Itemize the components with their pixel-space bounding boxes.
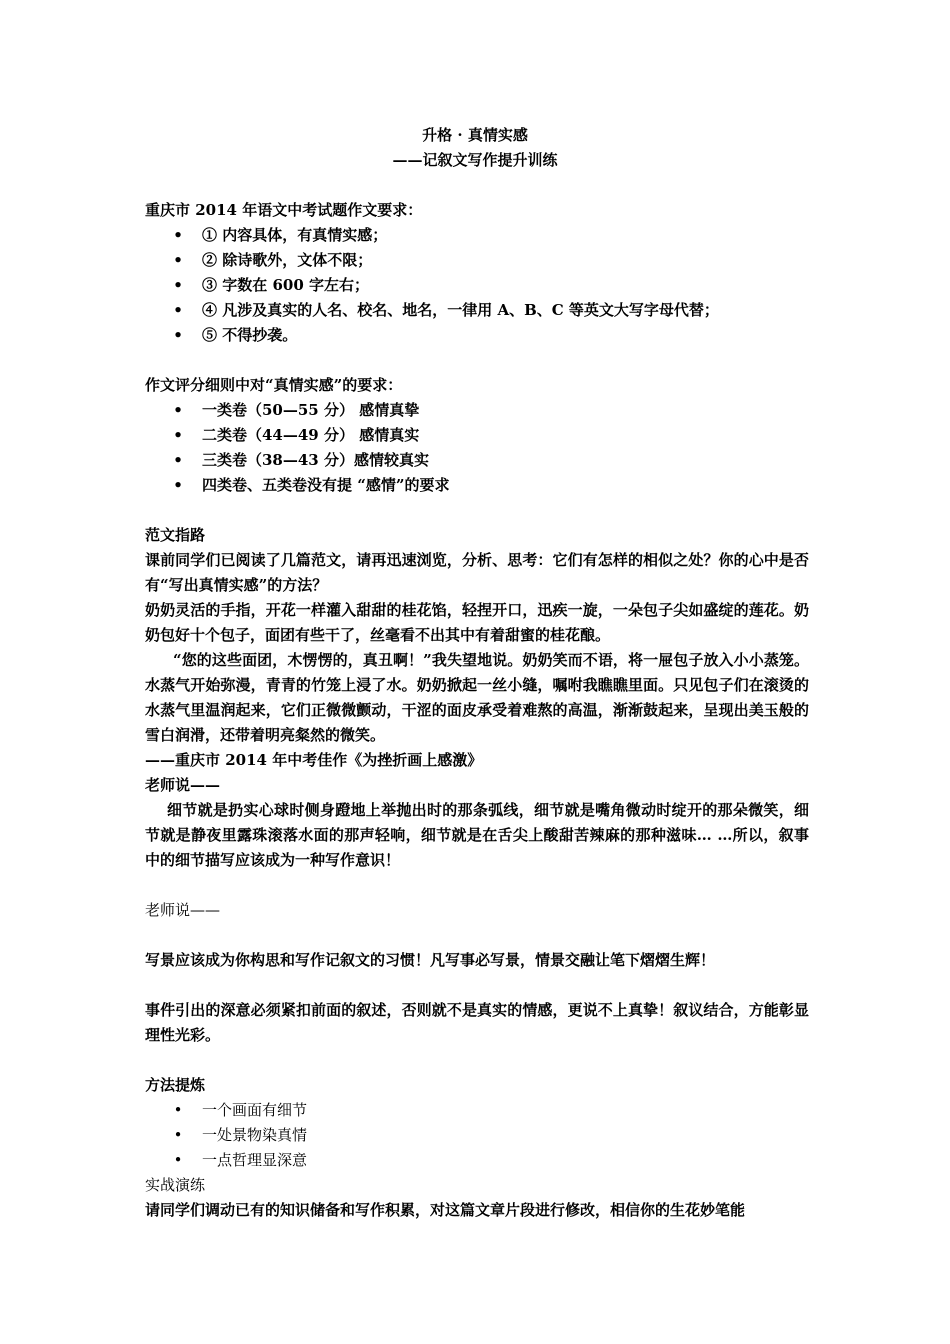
model-essay-paragraph-1: 奶奶灵活的手指，开花一样灌入甜甜的桂花馅，轻捏开口，迅疾一旋，一朵包子尖如盛绽的莲花。奶奶包好十个包子，面团有些干了，丝毫看不出其中有着甜蜜的桂花酿。 <box>145 601 809 644</box>
method-summary-heading: 方法提炼 <box>145 1076 206 1094</box>
bullet-icon: • <box>173 451 183 469</box>
bullet-icon: • <box>173 1151 183 1169</box>
list-item: • 一类卷（50—55 分） 感情真挚 <box>145 398 809 423</box>
page-subtitle: ——记叙文写作提升训练 <box>392 151 558 169</box>
list-item: • ③ 字数在 600 字左右； <box>145 273 809 298</box>
model-essay-paragraph-2: “您的这些面团，木愣愣的，真丑啊！”我失望地说。奶奶笑而不语，将一屉包子放入小小蒸笼。水蒸气开始弥漫，青青的竹笼上浸了水。奶奶掀起一丝小缝，嘱咐我瞧瞧里面。只见包子们在滚烫的水蒸气里温润起来，它们正微微颤动，干涩的面皮承受着难熬的高温，渐渐鼓起来，呈现出美玉般的雪白润滑，还带着明亮粲然的微笑。 <box>145 651 809 744</box>
bullet-icon: • <box>173 301 183 319</box>
practice-heading: 实战演练 <box>145 1176 206 1194</box>
model-essay-source: ——重庆市 2014 年中考佳作《为挫折画上感激》 <box>145 751 483 769</box>
grading-criteria-section <box>145 373 809 498</box>
model-essay-heading: 范文指路 <box>145 526 206 544</box>
practice-text: 请同学们调动已有的知识储备和写作积累，对这篇文章片段进行修改，相信你的生花妙笔能 <box>145 1201 746 1219</box>
teacher-says-meaning-text: 事件引出的深意必须紧扣前面的叙述，否则就不是真实的情感，更说不上真挚！叙议结合，方能彰显理性光彩。 <box>145 1001 809 1044</box>
bullet-icon: • <box>173 276 183 294</box>
grading-criteria-list <box>145 398 809 498</box>
bullet-icon: • <box>173 426 183 444</box>
list-item: • 一个画面有细节 <box>145 1098 809 1123</box>
teacher-says-label-2: 老师说—— <box>145 901 221 919</box>
page-title: 升格 · 真情实感 <box>422 126 528 144</box>
bullet-icon: • <box>173 1101 183 1119</box>
exam-requirements-heading: 重庆市 2014 年语文中考试题作文要求： <box>145 201 423 219</box>
teacher-says-label: 老师说—— <box>145 776 221 794</box>
list-item: • 四类卷、五类卷没有提 “感情”的要求 <box>145 473 809 498</box>
list-item: • 一处景物染真情 <box>145 1123 809 1148</box>
model-essay-intro: 课前同学们已阅读了几篇范文，请再迅速浏览，分析、思考：它们有怎样的相似之处？你的心中是否有“写出真情实感”的方法？ <box>145 551 809 594</box>
list-item: • 二类卷（44—49 分） 感情真实 <box>145 423 809 448</box>
list-item: • ④ 凡涉及真实的人名、校名、地名，一律用 A、B、C 等英文大写字母代替； <box>145 298 809 323</box>
bullet-icon: • <box>173 476 183 494</box>
bullet-icon: • <box>173 401 183 419</box>
list-item: • 三类卷（38—43 分）感情较真实 <box>145 448 809 473</box>
method-summary-list <box>145 1098 809 1173</box>
method-summary-section <box>145 1073 809 1223</box>
exam-requirements-section <box>145 198 809 348</box>
teacher-says-detail-text: 细节就是扔实心球时侧身蹬地上举抛出时的那条弧线，细节就是嘴角微动时绽开的那朵微笑，细节就是静夜里露珠滚落水面的那声轻响，细节就是在舌尖上酸甜苦辣麻的那种滋味… …所以，叙事中的细节描写应该成为一种写作意识！ <box>145 801 809 869</box>
teacher-says-scenery-text: 写景应该成为你构思和写作记叙文的习惯！凡写事必写景，情景交融让笔下熠熠生辉！ <box>145 951 716 969</box>
bullet-icon: • <box>173 251 183 269</box>
model-essay-section <box>145 523 809 873</box>
grading-criteria-heading: 作文评分细则中对“真情实感”的要求： <box>145 376 403 394</box>
list-item: • ⑤ 不得抄袭。 <box>145 323 809 348</box>
list-item: • 一点哲理显深意 <box>145 1148 809 1173</box>
bullet-icon: • <box>173 1126 183 1144</box>
exam-requirements-list <box>145 223 809 348</box>
bullet-icon: • <box>173 326 183 344</box>
bullet-icon: • <box>173 226 183 244</box>
list-item: • ② 除诗歌外，文体不限； <box>145 248 809 273</box>
list-item: • ① 内容具体，有真情实感； <box>145 223 809 248</box>
